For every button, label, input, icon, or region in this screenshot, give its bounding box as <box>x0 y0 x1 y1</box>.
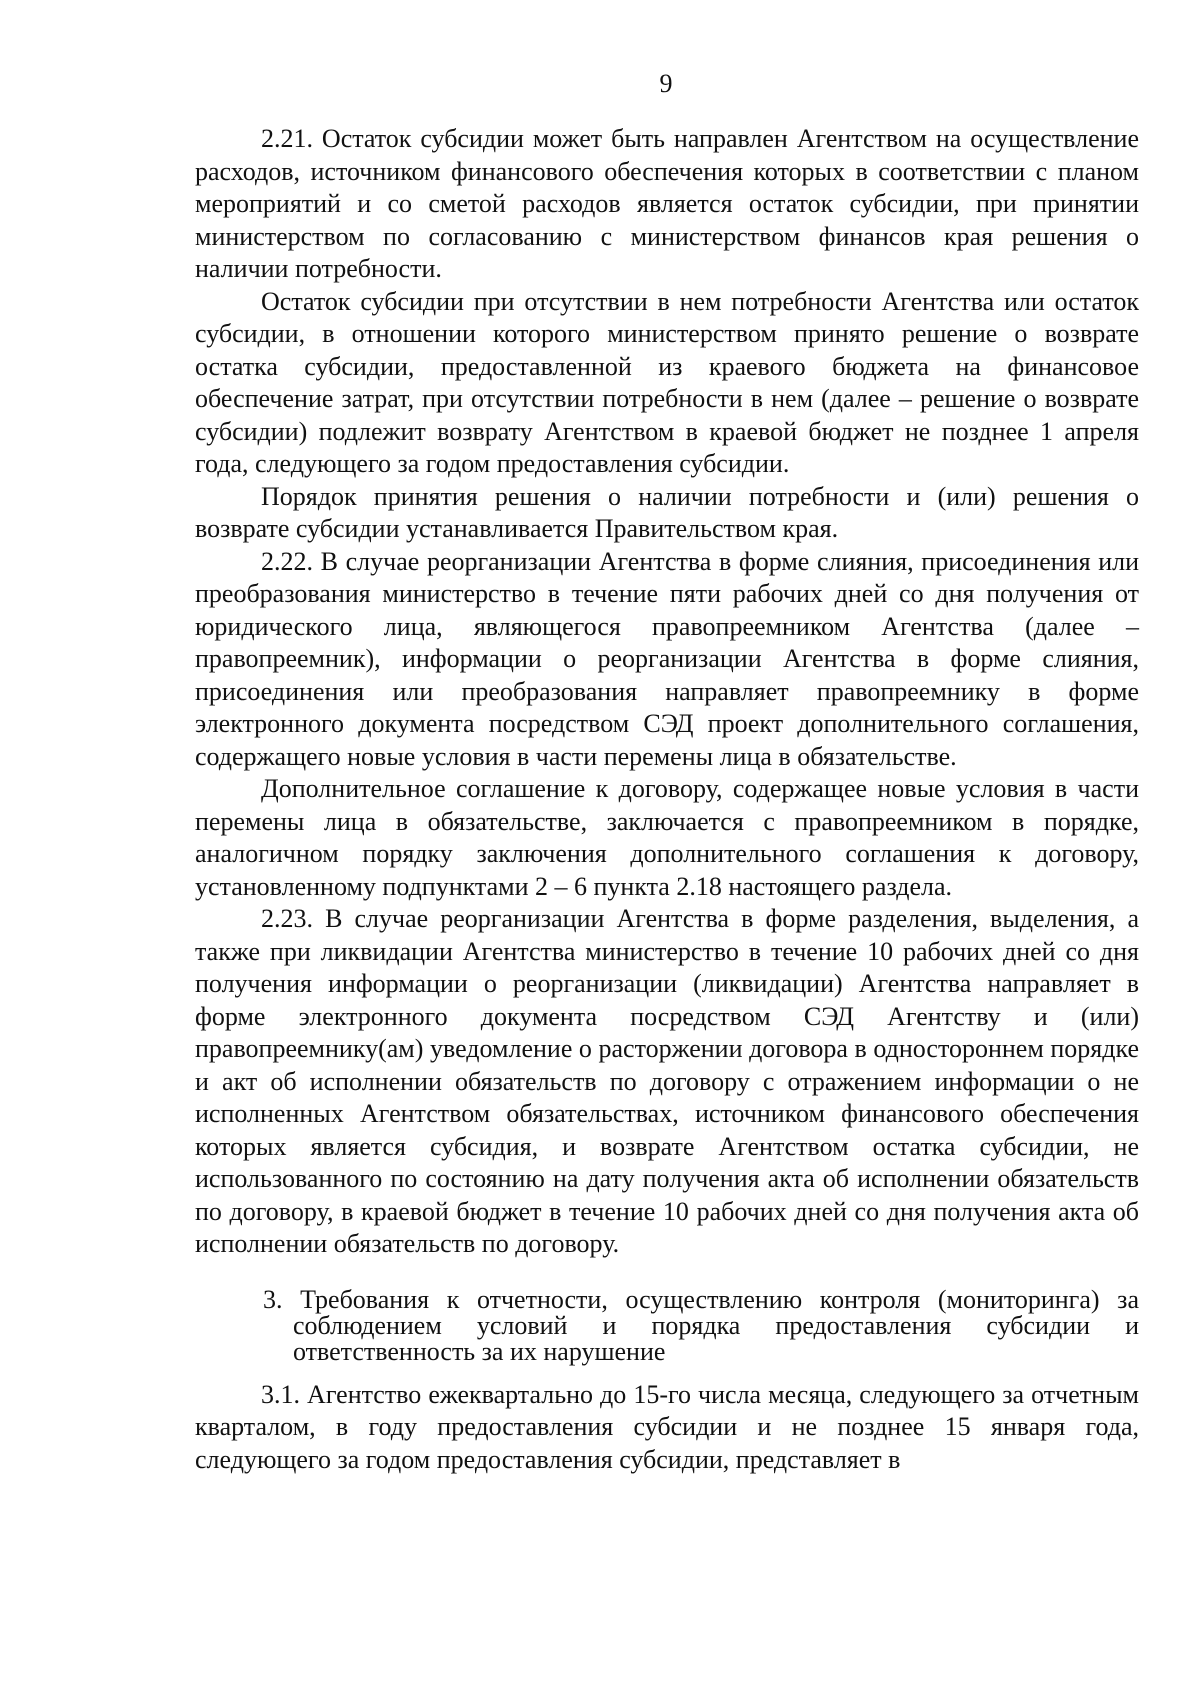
paragraph-decision-procedure: Порядок принятия решения о наличии потребности и (или) решения о возврате субсидии устанавливается Правительством края. <box>195 481 1139 543</box>
paragraph-2-23: 2.23. В случае реорганизации Агентства в форме разделения, выделения, а также при ликвидации Агентства министерство в течение 10 рабочих дней со дня получения информации о реорганизации (ликвидации) Агентства направляет в форме электронного документа посредством СЭД Агентству и (или) правопреемнику(ам) уведомление о расторжении договора в одностороннем порядке и акт об исполнении обязательств по договору с отражением информации о не исполненных Агентством обязательствах, источником финансового обеспечения которых является субсидия, и возврате Агентством остатка субсидии, не использованного по состоянию на дату получения акта об исполнении обязательств по договору, в краевой бюджет в течение 10 рабочих дней со дня получения акта об исполнении обязательств по договору. <box>195 904 1139 1258</box>
page-number: 9 <box>659 69 673 98</box>
paragraph-2-22: 2.22. В случае реорганизации Агентства в форме слияния, присоединения или преобразования министерство в течение пяти рабочих дней со дня получения от юридического лица, являющегося правопреемником Агентства (далее – правопреемник), информации о реорганизации Агентства в форме слияния, присоединения или преобразования направляет правопреемнику в форме электронного документа посредством СЭД проект дополнительного соглашения, содержащего новые условия в части перемены лица в обязательстве. <box>195 546 1139 771</box>
paragraph-2-21: 2.21. Остаток субсидии может быть направлен Агентством на осуществление расходов, источником финансового обеспечения которых в соответствии с планом мероприятий и со сметой расходов является остаток субсидии, при принятии министерством по согласованию с министерством финансов края решения о наличии потребности. <box>195 124 1139 283</box>
paragraph-additional-agreement: Дополнительное соглашение к договору, содержащее новые условия в части перемены лица в обязательстве, заключается с правопреемником в порядке, аналогичном порядку заключения дополнительного соглашения к договору, установленному подпунктами 2 – 6 пункта 2.18 настоящего раздела. <box>195 774 1139 901</box>
paragraph-subsidy-remainder-return: Остаток субсидии при отсутствии в нем потребности Агентства или остаток субсидии, в отношении которого министерством принято решение о возврате остатка субсидии, предоставленной из краевого бюджета на финансовое обеспечение затрат, при отсутствии потребности в нем (далее – решение о возврате субсидии) подлежит возврату Агентством в краевой бюджет не позднее 1 апреля года, следующего за годом предоставления субсидии. <box>195 286 1139 478</box>
paragraph-3-1: 3.1. Агентство ежеквартально до 15-го числа месяца, следующего за отчетным кварталом, в году предоставления субсидии и не позднее 15 января года, следующего за годом предоставления субсидии, представляет в <box>195 1379 1139 1474</box>
section-3-heading: 3. Требования к отчетности, осуществлению контроля (мониторинга) за соблюдением условий и порядка предоставления субсидии и ответственность за их нарушение <box>263 1284 1139 1366</box>
document-body <box>195 123 1139 1476</box>
